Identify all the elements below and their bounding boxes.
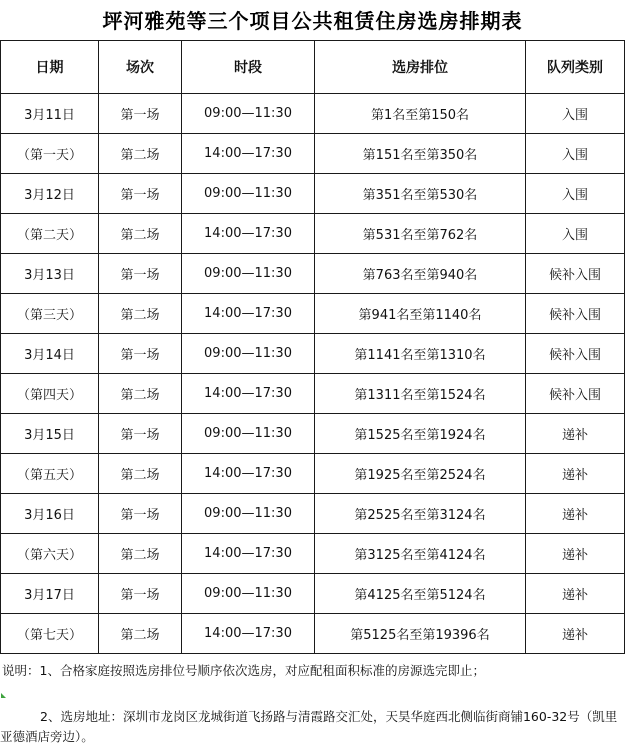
cell-category: 候补入围 xyxy=(526,334,625,374)
cell-time: 14:00—17:30 xyxy=(182,454,315,494)
cell-rank: 第1141名至第1310名 xyxy=(315,334,526,374)
cell-time: 14:00—17:30 xyxy=(182,374,315,414)
table-row xyxy=(1,614,625,654)
cell-category: 递补 xyxy=(526,454,625,494)
cell-date: （第六天） xyxy=(1,534,99,574)
cell-category: 递补 xyxy=(526,574,625,614)
cell-time: 09:00—11:30 xyxy=(182,494,315,534)
cell-rank: 第1311名至第1524名 xyxy=(315,374,526,414)
schedule-table xyxy=(0,40,625,654)
cell-rank: 第5125名至第19396名 xyxy=(315,614,526,654)
notes xyxy=(0,655,624,749)
cell-session: 第一场 xyxy=(99,334,182,374)
cell-date: （第七天） xyxy=(1,614,99,654)
cell-session: 第一场 xyxy=(99,174,182,214)
cell-time: 09:00—11:30 xyxy=(182,574,315,614)
cell-rank: 第2525名至第3124名 xyxy=(315,494,526,534)
cell-time: 14:00—17:30 xyxy=(182,294,315,334)
cell-session: 第二场 xyxy=(99,374,182,414)
cell-rank: 第151名至第350名 xyxy=(315,134,526,174)
table-row xyxy=(1,574,625,614)
cell-time: 09:00—11:30 xyxy=(182,174,315,214)
table-body xyxy=(1,94,625,654)
cell-rank: 第1名至第150名 xyxy=(315,94,526,134)
header-time: 时段 xyxy=(182,41,315,94)
table-row xyxy=(1,214,625,254)
cell-date: 3月14日 xyxy=(1,334,99,374)
header-date: 日期 xyxy=(1,41,99,94)
cell-date: 3月13日 xyxy=(1,254,99,294)
cell-category: 入围 xyxy=(526,214,625,254)
table-row xyxy=(1,414,625,454)
cell-date: （第三天） xyxy=(1,294,99,334)
header-rank: 选房排位 xyxy=(315,41,526,94)
cell-time: 14:00—17:30 xyxy=(182,214,315,254)
table-row xyxy=(1,174,625,214)
cell-date: 3月16日 xyxy=(1,494,99,534)
cell-session: 第二场 xyxy=(99,534,182,574)
cell-time: 14:00—17:30 xyxy=(182,534,315,574)
note-line-2: 2、选房地址：深圳市龙岗区龙城街道飞扬路与清霞路交汇处，天昊华庭西北侧临街商铺160-32号（凯里亚德酒店旁边）。 xyxy=(0,709,618,744)
cell-session: 第一场 xyxy=(99,254,182,294)
table-row xyxy=(1,454,625,494)
header-category: 队列类别 xyxy=(526,41,625,94)
cell-session: 第二场 xyxy=(99,214,182,254)
cell-time: 09:00—11:30 xyxy=(182,414,315,454)
cell-session: 第二场 xyxy=(99,454,182,494)
cell-category: 入围 xyxy=(526,134,625,174)
cell-corner-marker xyxy=(1,693,6,698)
cell-date: （第四天） xyxy=(1,374,99,414)
cell-time: 09:00—11:30 xyxy=(182,94,315,134)
cell-category: 递补 xyxy=(526,614,625,654)
table-row xyxy=(1,134,625,174)
cell-session: 第一场 xyxy=(99,414,182,454)
cell-session: 第一场 xyxy=(99,94,182,134)
cell-category: 递补 xyxy=(526,534,625,574)
table-row xyxy=(1,294,625,334)
cell-category: 候补入围 xyxy=(526,254,625,294)
cell-rank: 第531名至第762名 xyxy=(315,214,526,254)
cell-date: 3月11日 xyxy=(1,94,99,134)
header-session: 场次 xyxy=(99,41,182,94)
cell-date: 3月15日 xyxy=(1,414,99,454)
cell-rank: 第3125名至第4124名 xyxy=(315,534,526,574)
cell-date: 3月12日 xyxy=(1,174,99,214)
cell-category: 入围 xyxy=(526,94,625,134)
cell-session: 第二场 xyxy=(99,614,182,654)
cell-date: 3月17日 xyxy=(1,574,99,614)
table-row xyxy=(1,334,625,374)
table-row xyxy=(1,374,625,414)
table-row xyxy=(1,534,625,574)
cell-session: 第二场 xyxy=(99,134,182,174)
table-row xyxy=(1,254,625,294)
page-title: 坪河雅苑等三个项目公共租赁住房选房排期表 xyxy=(102,9,523,33)
cell-rank: 第1925名至第2524名 xyxy=(315,454,526,494)
cell-category: 候补入围 xyxy=(526,374,625,414)
cell-rank: 第941名至第1140名 xyxy=(315,294,526,334)
table-row xyxy=(1,94,625,134)
cell-category: 递补 xyxy=(526,414,625,454)
cell-rank: 第351名至第530名 xyxy=(315,174,526,214)
cell-rank: 第763名至第940名 xyxy=(315,254,526,294)
cell-date: （第二天） xyxy=(1,214,99,254)
cell-date: （第一天） xyxy=(1,134,99,174)
table-row xyxy=(1,494,625,534)
cell-date: （第五天） xyxy=(1,454,99,494)
cell-session: 第一场 xyxy=(99,574,182,614)
cell-time: 09:00—11:30 xyxy=(182,254,315,294)
cell-rank: 第4125名至第5124名 xyxy=(315,574,526,614)
cell-time: 14:00—17:30 xyxy=(182,614,315,654)
cell-time: 14:00—17:30 xyxy=(182,134,315,174)
note-line-1: 说明：1、合格家庭按照选房排位号顺序依次选房，对应配租面积标准的房源选完即止； xyxy=(2,663,485,678)
cell-time: 09:00—11:30 xyxy=(182,334,315,374)
cell-rank: 第1525名至第1924名 xyxy=(315,414,526,454)
table-header-row xyxy=(1,41,625,94)
cell-category: 递补 xyxy=(526,494,625,534)
cell-session: 第一场 xyxy=(99,494,182,534)
cell-session: 第二场 xyxy=(99,294,182,334)
cell-category: 入围 xyxy=(526,174,625,214)
cell-category: 候补入围 xyxy=(526,294,625,334)
